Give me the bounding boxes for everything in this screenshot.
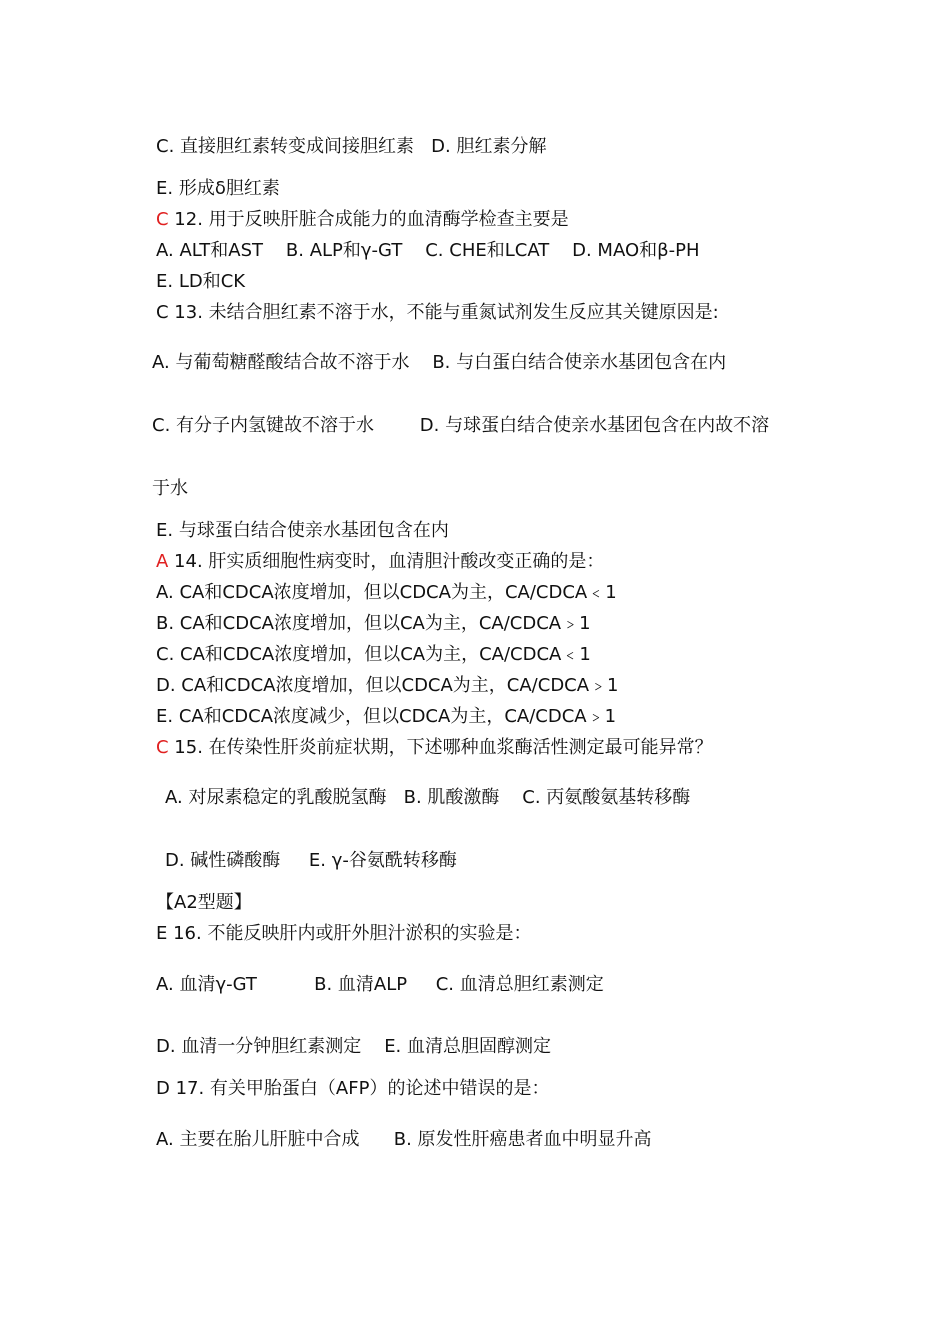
answer-key: C (156, 209, 169, 230)
option-line: A. ALT和AST B. ALP和γ-GT C. CHE和LCAT D. MAO和β-PH (156, 240, 700, 261)
option-line: D. CA和CDCA浓度增加，但以CDCA为主，CA/CDCA﹥1 (156, 675, 619, 696)
option-line: E. CA和CDCA浓度减少，但以CDCA为主，CA/CDCA﹥1 (156, 706, 617, 727)
question-15 (156, 736, 713, 760)
answer-key: C (156, 302, 169, 323)
option-line: C. 有分子内氢键故不溶于水 D. 与球蛋白结合使亲水基团包含在内故不溶 (152, 415, 770, 436)
option-line: E. LD和CK (156, 271, 246, 292)
option-line: A. 与葡萄糖醛酸结合故不溶于水 B. 与白蛋白结合使亲水基团包含在内 (152, 352, 727, 373)
option-line: A. 对尿素稳定的乳酸脱氢酶 B. 肌酸激酶 C. 丙氨酸氨基转移酶 (165, 787, 691, 808)
option-line: B. CA和CDCA浓度增加，但以CA为主，CA/CDCA﹥1 (156, 613, 591, 634)
answer-key: C (156, 737, 169, 758)
option-line: D. 血清一分钟胆红素测定 E. 血清总胆固醇测定 (156, 1036, 552, 1057)
question-text: 13. 未结合胆红素不溶于水，不能与重氮试剂发生反应其关键原因是: (168, 302, 719, 323)
option-line: E. 形成δ胆红素 (156, 178, 280, 199)
question-text: 15. 在传染性肝炎前症状期，下述哪种血浆酶活性测定最可能异常？ (168, 737, 713, 758)
question-13 (156, 301, 719, 325)
option-line: A. 血清γ-GT B. 血清ALP C. 血清总胆红素测定 (156, 974, 604, 995)
option-line: C. CA和CDCA浓度增加，但以CA为主，CA/CDCA﹤1 (156, 644, 591, 665)
question-16: E 16. 不能反映肝内或肝外胆汁淤积的实验是： (156, 923, 532, 944)
option-line: E. 与球蛋白结合使亲水基团包含在内 (156, 520, 449, 541)
option-line: C. 直接胆红素转变成间接胆红素 D. 胆红素分解 (156, 136, 547, 157)
question-17: D 17. 有关甲胎蛋白（AFP）的论述中错误的是： (156, 1078, 550, 1099)
option-line: A. CA和CDCA浓度增加，但以CDCA为主，CA/CDCA﹤1 (156, 582, 617, 603)
option-line: A. 主要在胎儿肝脏中合成 B. 原发性肝癌患者血中明显升高 (156, 1129, 652, 1150)
question-12 (156, 208, 569, 232)
question-14 (156, 550, 604, 574)
answer-key: A (156, 551, 169, 572)
question-text: 12. 用于反映肝脏合成能力的血清酶学检查主要是 (168, 209, 569, 230)
question-text: 14. 肝实质细胞性病变时，血清胆汁酸改变正确的是： (168, 551, 605, 572)
option-line: D. 碱性磷酸酶 E. γ-谷氨酰转移酶 (165, 850, 457, 871)
option-line: 于水 (152, 478, 188, 499)
section-heading: 【A2型题】 (156, 892, 252, 913)
